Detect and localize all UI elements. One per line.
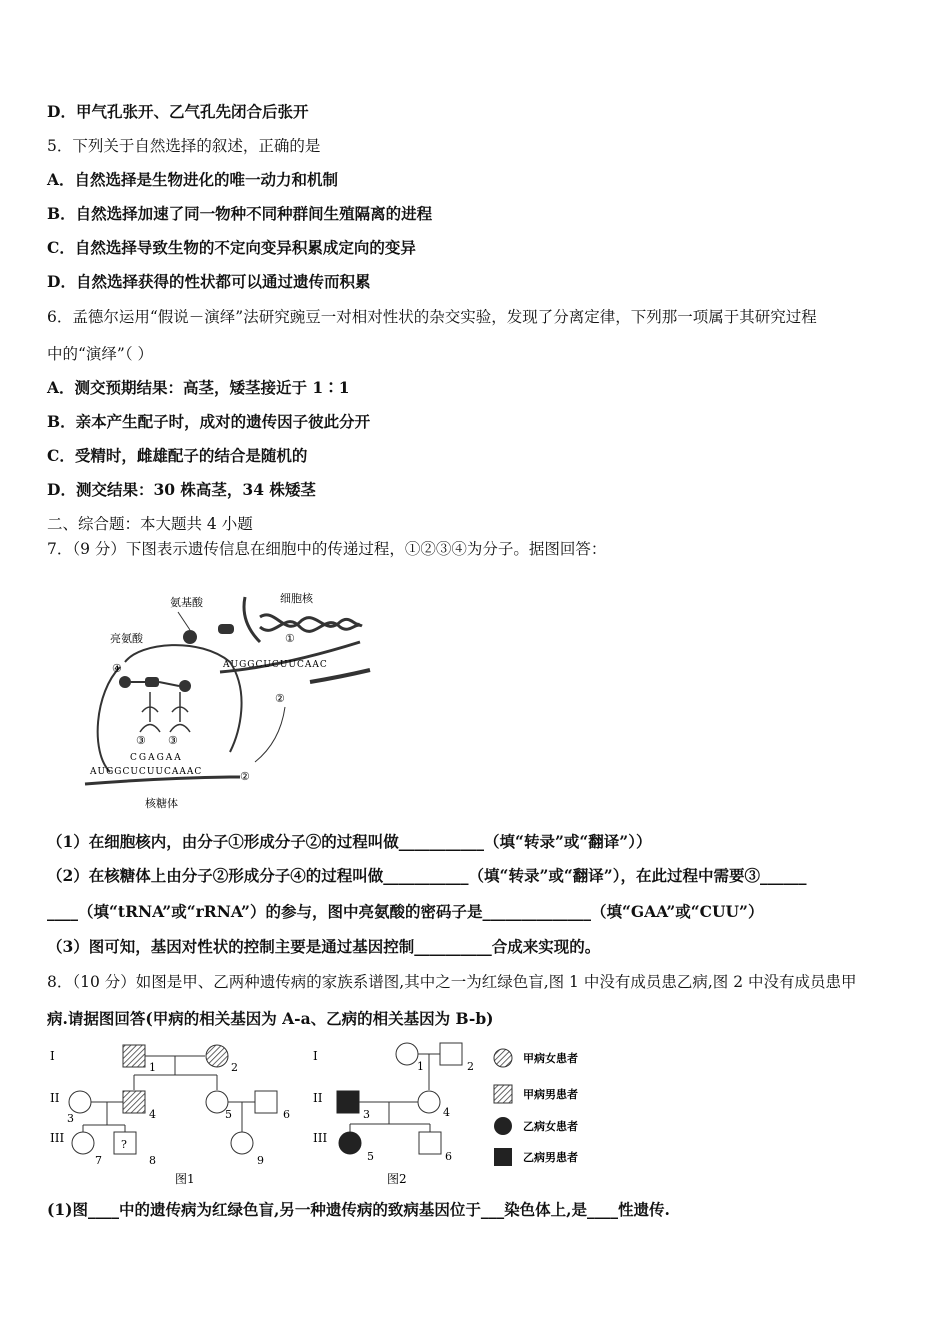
fig2-num-2: 2 [467,1060,474,1073]
fig1-num-2: 2 [231,1061,238,1074]
legend-label-3: 乙病女患者 [523,1120,578,1133]
legend-symbol-3 [494,1117,512,1135]
option-d-q4: D．甲气孔张开、乙气孔先闭合后张开 [47,102,309,121]
option-c-q6: C．受精时，雌雄配子的结合是随机的 [47,446,308,465]
transport-arrow [255,707,285,762]
fig1-num-1: 1 [149,1061,156,1074]
mrna-bottom [85,777,240,784]
fig2-ind-3 [337,1091,359,1113]
legend-label-4: 乙病男患者 [523,1151,578,1164]
question-7: 7．（9 分）下图表示遗传信息在细胞中的传递过程，①②③④为分子。据图回答： [47,540,607,558]
fig2-ind-2 [440,1043,462,1065]
peptide-amino-2 [145,677,159,687]
q7-part1: （1）在细胞核内，由分子①形成分子②的过程叫做___________（填“转录”或“翻译”）） [47,832,652,851]
question-6-cont: 中的“演绎”（ ） [47,345,154,363]
ribosome-label: 核糖体 [145,797,178,810]
option-b-q5: B．自然选择加速了同一物种不同种群间生殖隔离的进程 [47,204,433,223]
fig1-num-3: 3 [67,1112,74,1125]
gen-label-3: III [50,1131,65,1145]
pedigree-figure [45,1040,625,1190]
option-d-q6: D．测交结果：30 株高茎，34 株矮茎 [47,480,316,499]
q7-part2-cont: ____（填“tRNA”或“rRNA”）的参与，图中亮氨酸的密码子是______________（填“GAA”或“CUU”） [47,902,764,921]
molecule-3a-label: ③ [136,734,146,747]
legend-label-1: 甲病女患者 [523,1052,578,1065]
option-a-q6: A．测交预期结果：高茎，矮茎接近于 1∶1 [47,378,350,397]
fig1-ind-1 [123,1045,145,1067]
q7-part2: （2）在核糖体上由分子②形成分子④的过程叫做___________（填“转录”或“翻译”），在此过程中需要③______ [47,866,807,885]
fig2-num-3: 3 [363,1108,370,1121]
dna-strand-2 [260,622,362,632]
q8-part1: (1)图____中的遗传病为红绿色盲,另一种遗传病的致病基因位于___染色体上,是____性遗传. [47,1200,670,1219]
peptide-amino-1 [119,676,131,688]
question-8: 8．（10 分）如图是甲、乙两种遗传病的家族系谱图,其中之一为红绿色盲,图 1 中没有成员患乙病,图 2 中没有成员患甲 [47,973,857,991]
fig2-ind-4 [418,1091,440,1113]
fig1-ind-9 [231,1132,253,1154]
fig1-num-7: 7 [95,1154,102,1167]
fig2-ind-6 [419,1132,441,1154]
fig1-ind-3 [69,1091,91,1113]
legend-symbol-4 [494,1148,512,1166]
fig2-num-1: 1 [417,1060,424,1073]
peptide-bond-2 [159,682,179,686]
gen-label-3b: III [313,1131,328,1145]
fig1-ind-2 [206,1045,228,1067]
molecule-2b-label: ② [240,770,250,783]
gen-label-1: I [50,1049,55,1063]
fig2-num-6: 6 [445,1150,452,1163]
legend-symbol-1 [494,1049,512,1067]
nuclear-membrane [244,597,260,642]
trna-1 [140,692,160,732]
fig1-ind-4 [123,1091,145,1113]
option-a-q5: A．自然选择是生物进化的唯一动力和机制 [47,170,339,189]
dna-strand-1 [260,615,360,626]
option-b-q6: B．亲本产生配子时，成对的遗传因子彼此分开 [47,412,371,431]
amino-acid-blob-2 [218,624,234,634]
trna-2 [170,692,190,732]
fig1-num-4: 4 [149,1108,156,1121]
nucleus-label: 细胞核 [280,592,313,605]
fig2-num-5: 5 [367,1150,374,1163]
fig1-caption: 图1 [175,1172,195,1186]
fig2-num-4: 4 [443,1106,450,1119]
leucine-label: 亮氨酸 [110,632,143,645]
legend-label-2: 甲病男患者 [523,1088,578,1101]
molecule-4-label: ④ [112,662,122,675]
fig1-ind-7 [72,1132,94,1154]
question-5: 5．下列关于自然选择的叙述，正确的是 [47,137,321,155]
option-c-q5: C．自然选择导致生物的不定向变异积累成定向的变异 [47,238,416,257]
fig1-num-8: 8 [149,1154,156,1167]
fig1-num-9: 9 [257,1154,264,1167]
molecule-1-label: ① [285,632,295,645]
peptide-amino-3 [179,680,191,692]
q7-part3: （3）图可知，基因对性状的控制主要是通过基因控制__________合成来实现的。 [47,937,601,956]
pointer-line [178,612,190,630]
gen-label-2: II [50,1091,60,1105]
mrna-top-seq: AUGGCUCUUCAAC [223,660,328,670]
molecule-2-label: ② [275,692,285,705]
gen-label-2b: II [313,1091,323,1105]
amino-acid-label: 氨基酸 [170,596,203,609]
fig1-ind-6 [255,1091,277,1113]
amino-acid-blob [183,630,197,644]
fig1-num-6: 6 [283,1108,290,1121]
molecule-3b-label: ③ [168,734,178,747]
fig2-caption: 图2 [387,1172,407,1186]
fig1-unknown: ? [121,1138,127,1151]
option-d-q5: D．自然选择获得的性状都可以通过遗传而积累 [47,272,371,291]
mrna-bottom-seq: AUGGCUCUUCAAAC [90,767,203,777]
mrna-fragment [310,670,370,682]
fig1-num-5: 5 [225,1108,232,1121]
gen-label-1b: I [313,1049,318,1063]
question-6: 6．孟德尔运用“假说－演绎”法研究豌豆一对相对性状的杂交实验，发现了分离定律，下列那一项属于其研究过程 [47,308,817,326]
question-8-cont: 病.请据图回答(甲病的相关基因为 A-a、乙病的相关基因为 B-b) [47,1009,494,1028]
fig2-ind-5 [339,1132,361,1154]
legend-symbol-2 [494,1085,512,1103]
anticodon-seq: CGAGAA [130,753,183,763]
gene-expression-figure [80,582,400,817]
fig2-ind-1 [396,1043,418,1065]
section-heading: 二、综合题：本大题共 4 小题 [47,515,253,533]
